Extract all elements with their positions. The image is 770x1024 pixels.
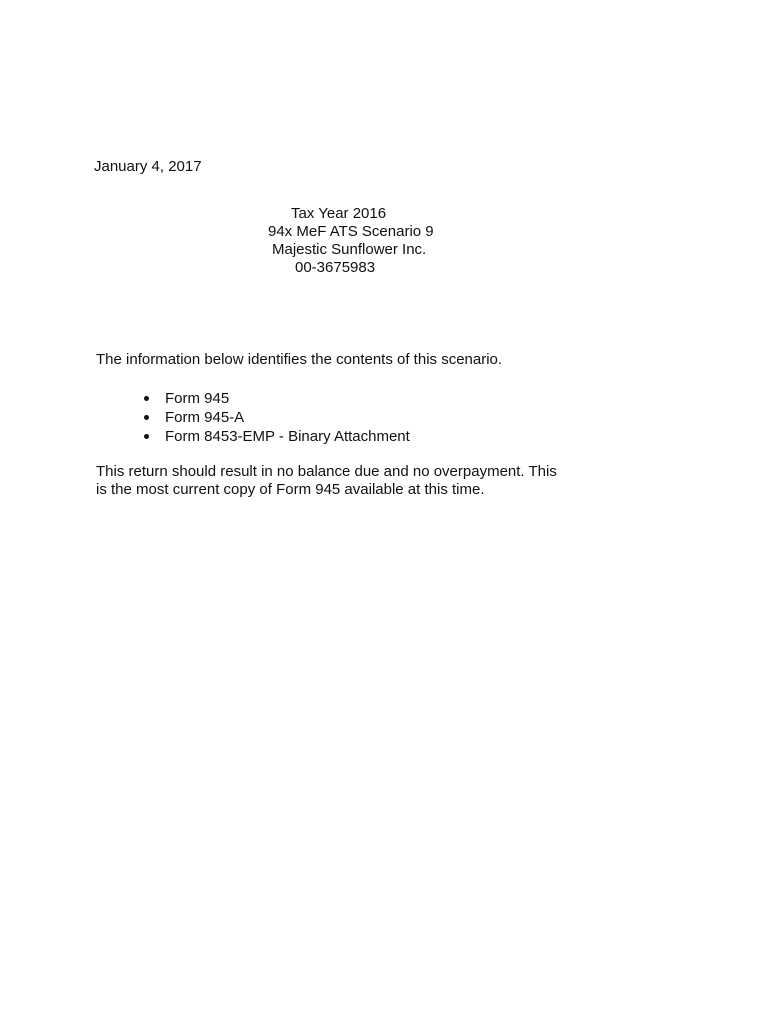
list-item-label: Form 945 — [165, 390, 230, 407]
tax-year-line: Tax Year 2016 — [291, 205, 387, 222]
intro-paragraph: The information below identifies the contents of this scenario. — [96, 351, 503, 368]
document-date: January 4, 2017 — [94, 158, 202, 175]
contents-list — [140, 389, 410, 446]
scenario-title-line: 94x MeF ATS Scenario 9 — [268, 223, 434, 240]
company-name-line: Majestic Sunflower Inc. — [272, 241, 427, 258]
closing-paragraph — [96, 463, 616, 499]
closing-line: This return should result in no balance due and no overpayment. This — [96, 463, 557, 480]
list-item — [140, 389, 410, 408]
ein-line: 00-3675983 — [295, 259, 376, 276]
list-item-label: Form 945-A — [165, 409, 245, 426]
closing-line: is the most current copy of Form 945 available at this time. — [96, 481, 485, 498]
list-item — [140, 408, 410, 427]
list-item-label: Form 8453-EMP - Binary Attachment — [165, 428, 410, 445]
list-item — [140, 427, 410, 446]
